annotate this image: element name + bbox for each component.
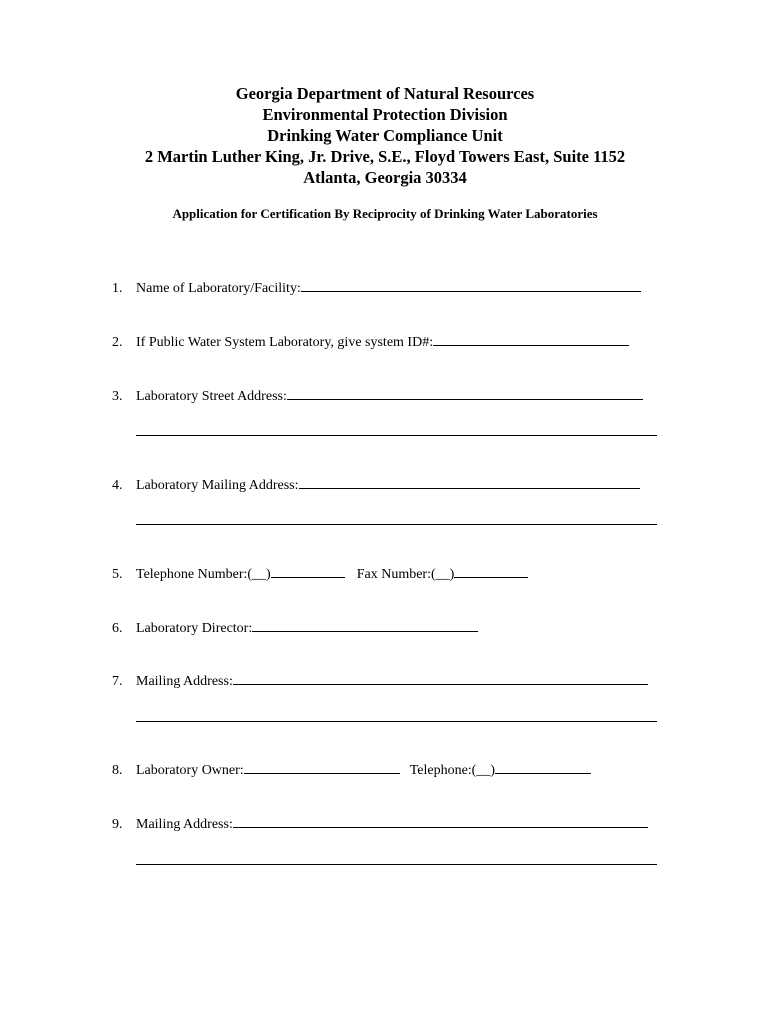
- owner-field[interactable]: [244, 759, 400, 774]
- agency-name: Georgia Department of Natural Resources: [235, 84, 535, 103]
- director-label: Laboratory Director:: [136, 621, 253, 636]
- division-name: Environmental Protection Division: [262, 105, 508, 124]
- street-address-field-line-2[interactable]: [136, 435, 657, 436]
- item-number: 5.: [112, 567, 123, 582]
- owner-telephone-field[interactable]: [495, 759, 591, 774]
- item-number: 2.: [112, 335, 123, 350]
- field-row-owner-mailing: [112, 813, 648, 833]
- form-title: Application for Certification By Reciprocity of Drinking Water Laboratories: [172, 206, 598, 221]
- street-address: 2 Martin Luther King, Jr. Drive, S.E., Floyd Towers East, Suite 1152: [144, 147, 626, 166]
- street-address-label: Laboratory Street Address:: [136, 389, 287, 404]
- telephone-label: Telephone Number:(__): [136, 567, 271, 582]
- facility-name-label: Name of Laboratory/Facility:: [136, 281, 301, 296]
- owner-mailing-field-line-2[interactable]: [136, 864, 657, 865]
- field-row-street-address: [112, 385, 643, 405]
- mailing-address-field[interactable]: [299, 474, 640, 489]
- field-row-mailing-address: [112, 474, 640, 494]
- mailing-address-field-line-2[interactable]: [136, 524, 657, 525]
- item-number: 7.: [112, 674, 123, 689]
- director-field[interactable]: [252, 617, 478, 632]
- director-mailing-field[interactable]: [233, 670, 648, 685]
- system-id-label: If Public Water System Laboratory, give system ID#:: [136, 335, 434, 350]
- owner-mailing-label: Mailing Address:: [136, 817, 233, 832]
- field-row-owner: [112, 759, 591, 779]
- item-number: 3.: [112, 389, 123, 404]
- unit-name: Drinking Water Compliance Unit: [267, 126, 503, 145]
- owner-label: Laboratory Owner:: [136, 763, 244, 778]
- field-row-phone-fax: [112, 563, 528, 583]
- street-address-field[interactable]: [287, 385, 643, 400]
- owner-mailing-field[interactable]: [233, 813, 648, 828]
- field-row-system-id: [112, 331, 629, 351]
- director-mailing-label: Mailing Address:: [136, 674, 233, 689]
- fax-label: Fax Number:(__): [356, 567, 455, 582]
- item-number: 8.: [112, 763, 123, 778]
- item-number: 6.: [112, 621, 123, 636]
- document-header: [0, 83, 770, 188]
- field-row-director: [112, 617, 478, 637]
- system-id-field[interactable]: [433, 331, 629, 346]
- mailing-address-label: Laboratory Mailing Address:: [136, 478, 299, 493]
- city-state-zip: Atlanta, Georgia 30334: [303, 168, 467, 187]
- telephone-field[interactable]: [271, 563, 345, 578]
- field-row-director-mailing: [112, 670, 648, 690]
- director-mailing-field-line-2[interactable]: [136, 721, 657, 722]
- fax-field[interactable]: [454, 563, 528, 578]
- owner-telephone-label: Telephone:(__): [409, 763, 496, 778]
- item-number: 9.: [112, 817, 123, 832]
- item-number: 1.: [112, 281, 123, 296]
- item-number: 4.: [112, 478, 123, 493]
- field-row-facility-name: [112, 277, 641, 297]
- facility-name-field[interactable]: [301, 277, 641, 292]
